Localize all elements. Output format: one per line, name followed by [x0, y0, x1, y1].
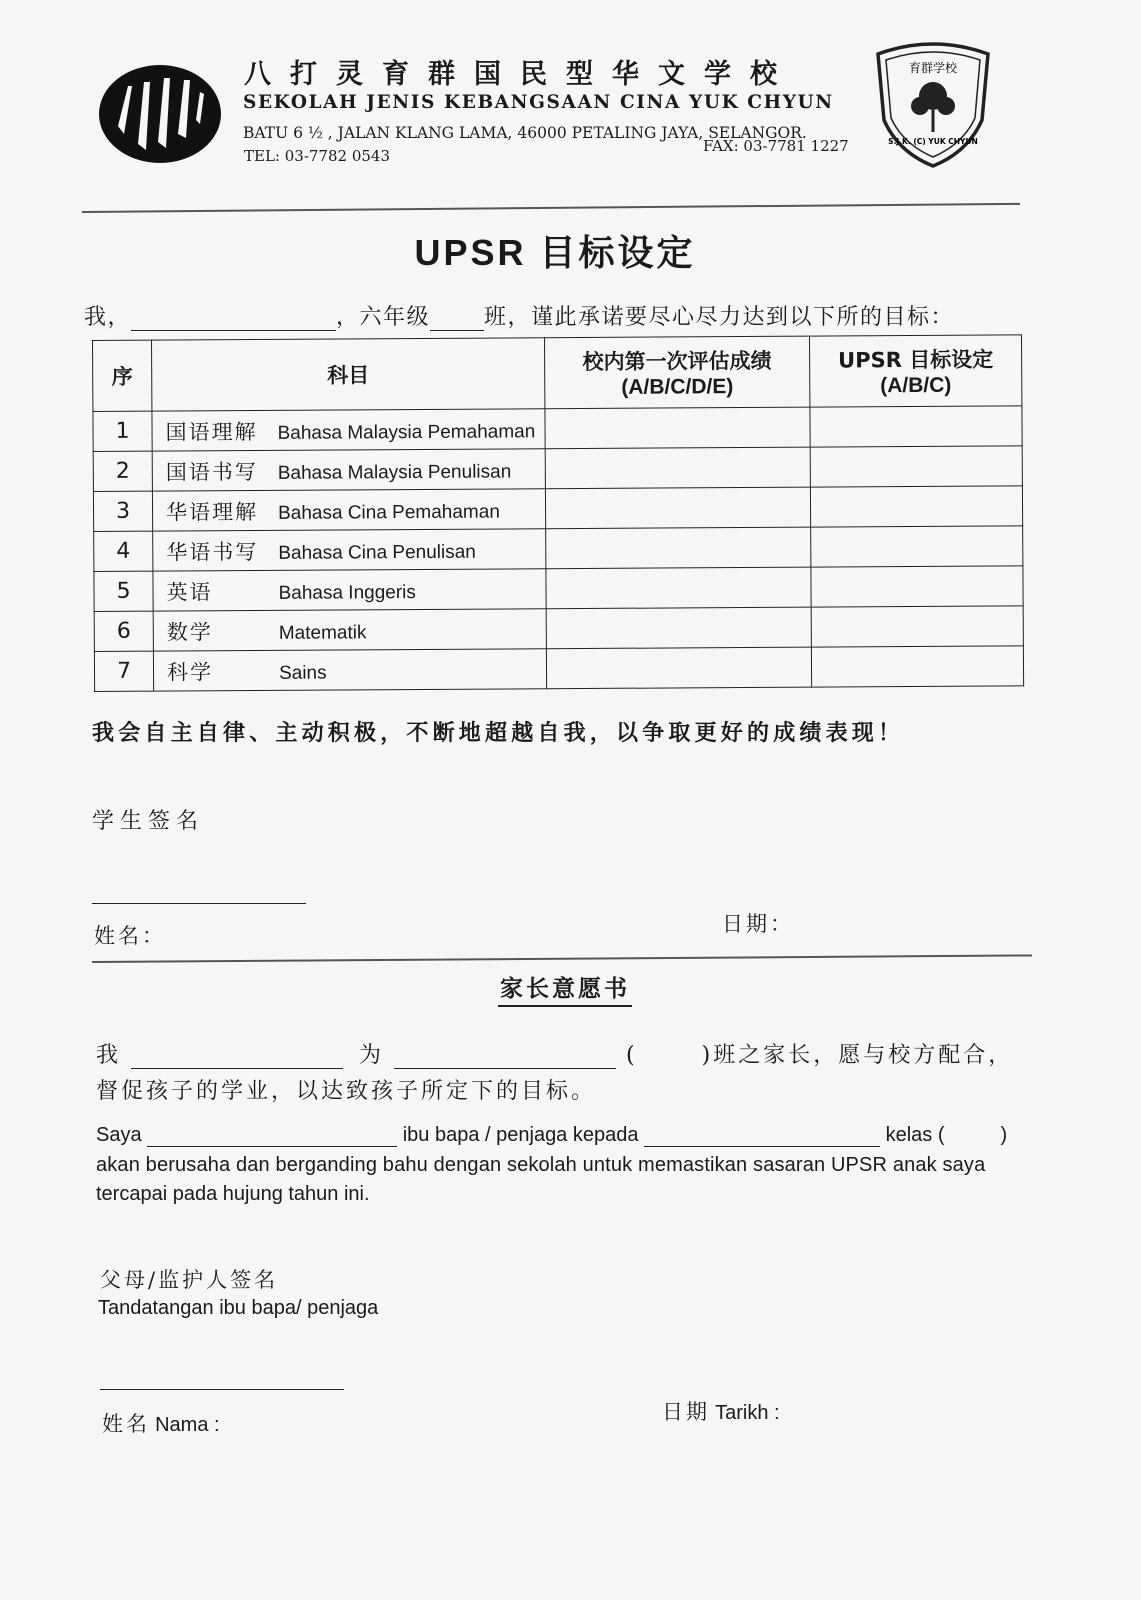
school-address: BATU 6 ½ , JALAN KLANG LAMA, 46000 PETALING JAYA, SELANGOR.	[243, 124, 807, 142]
row-subject	[152, 409, 545, 451]
class-blank[interactable]	[430, 308, 484, 331]
parent-signature-line[interactable]	[100, 1389, 344, 1390]
header-evaluation-line1: 校内第一次评估成绩	[582, 348, 772, 375]
row-subject	[153, 529, 546, 571]
target-grade-cell[interactable]	[811, 566, 1023, 607]
subject-chinese: 华语理解	[165, 499, 259, 525]
school-logo	[98, 64, 222, 164]
student-signature-line[interactable]	[92, 903, 306, 904]
pledge-middle: ，六年级	[336, 305, 431, 330]
parent-cn-line2: 督促孩子的学业，以达致孩子所定下的目标。	[96, 1079, 597, 1104]
crest-text-bottom: S.J.K. (C) YUK CHYUN	[888, 137, 978, 146]
student-name-blank[interactable]	[131, 308, 336, 331]
parent-cn-line1-end: )班之家长，愿与校方配合，	[701, 1043, 1014, 1068]
grades-table	[92, 334, 1024, 692]
table-row	[93, 486, 1022, 532]
row-subject	[152, 489, 545, 531]
student-date-label: 日期：	[722, 912, 794, 936]
school-telephone: TEL: 03-7782 0543	[244, 147, 391, 165]
row-number: 3	[93, 491, 152, 531]
parent-name-blank[interactable]	[131, 1046, 343, 1069]
evaluation-grade-cell[interactable]	[545, 447, 810, 489]
subject-chinese: 科学	[166, 659, 214, 685]
header-evaluation-line2: (A/B/C/D/E)	[621, 375, 734, 399]
row-subject	[153, 649, 546, 691]
parent-cn-for: 为	[359, 1043, 385, 1068]
header-no: 序	[93, 340, 152, 411]
evaluation-grade-cell[interactable]	[545, 487, 810, 529]
parent-name-label-ms: Nama :	[155, 1414, 220, 1436]
parent-date-label	[662, 1396, 780, 1426]
parent-title-text: 家长意愿书	[498, 975, 632, 1007]
row-number: 5	[94, 571, 153, 611]
target-grade-cell[interactable]	[810, 486, 1022, 527]
parent-ms-kelas: kelas (	[885, 1124, 945, 1146]
parent-ms-line3: tercapai pada hujung tahun ini.	[96, 1183, 370, 1205]
parent-ms-name-blank[interactable]	[147, 1124, 397, 1147]
subject-chinese: 数学	[166, 619, 213, 645]
section-divider	[92, 954, 1032, 963]
target-grade-cell[interactable]	[811, 606, 1023, 647]
subject-chinese: 英语	[166, 579, 213, 605]
parent-name-label	[102, 1408, 220, 1438]
parent-ms-line2: akan berusaha dan berganding bahu dengan sekolah untuk memastikan sasaran UPSR anak saya	[96, 1154, 986, 1176]
row-number: 1	[93, 411, 152, 451]
table-row	[94, 566, 1023, 612]
row-number: 6	[94, 611, 153, 651]
header-target-line1: UPSR 目标设定	[838, 347, 994, 373]
subject-malay: Bahasa Cina Pemahaman	[277, 501, 500, 524]
school-name-chinese: 八打灵育群国民型华文学校	[244, 59, 796, 90]
parent-date-label-ms: Tarikh :	[715, 1402, 780, 1424]
subject-chinese: 华语书写	[166, 539, 259, 565]
row-subject	[153, 609, 546, 651]
table-row	[94, 606, 1023, 652]
subject-malay: Bahasa Inggeris	[278, 581, 416, 604]
table-row	[94, 646, 1023, 692]
subject-malay: Sains	[278, 662, 327, 684]
parent-ms-saya: Saya	[96, 1124, 142, 1146]
target-grade-cell[interactable]	[810, 406, 1022, 447]
subject-chinese: 国语书写	[165, 459, 258, 485]
row-subject	[152, 449, 545, 491]
table-row	[93, 406, 1022, 452]
target-grade-cell[interactable]	[811, 526, 1023, 567]
row-number: 4	[94, 531, 153, 571]
parent-name-label-cn: 姓名	[102, 1412, 150, 1436]
header-divider	[82, 203, 1020, 213]
parent-ms-child-blank[interactable]	[644, 1124, 880, 1147]
header-target-line2: (A/B/C)	[880, 373, 952, 398]
table-row	[93, 446, 1022, 492]
school-name-english: SEKOLAH JENIS KEBANGSAAN CINA YUK CHYUN	[243, 92, 834, 113]
page-title: UPSR 目标设定	[414, 232, 696, 273]
header-evaluation	[544, 336, 809, 409]
target-grade-cell[interactable]	[810, 446, 1022, 487]
parent-cn-open-paren: (	[626, 1043, 638, 1068]
subject-malay: Bahasa Cina Penulisan	[278, 541, 476, 564]
student-signature-label: 学生签名	[92, 809, 205, 834]
pledge-suffix: 班，谨此承诺要尽心尽力达到以下所的目标：	[484, 305, 955, 330]
parent-ms-ibubapa: ibu bapa / penjaga kepada	[402, 1124, 639, 1146]
evaluation-grade-cell[interactable]	[546, 647, 811, 689]
motto: 我会自主自律、主动积极，不断地超越自我，以争取更好的成绩表现！	[92, 720, 905, 746]
parent-signature-label-ms: Tandatangan ibu bapa/ penjaga	[98, 1297, 379, 1319]
row-number: 7	[94, 651, 153, 691]
row-number: 2	[93, 451, 152, 491]
evaluation-grade-cell[interactable]	[546, 567, 811, 609]
school-crest	[868, 36, 998, 168]
child-name-blank[interactable]	[394, 1046, 616, 1069]
parent-cn-line1	[96, 1038, 1013, 1069]
row-subject	[153, 569, 546, 611]
header-target	[809, 335, 1021, 407]
parent-cn-i: 我	[96, 1043, 122, 1068]
subject-malay: Matematik	[278, 621, 367, 644]
school-fax: FAX: 03-7781 1227	[703, 137, 849, 155]
parent-ms-line1	[96, 1124, 1007, 1147]
crest-text-top: 育群学校	[908, 61, 958, 75]
parent-ms-close-paren: )	[1000, 1124, 1008, 1146]
evaluation-grade-cell[interactable]	[545, 407, 810, 449]
parent-date-label-cn: 日期	[662, 1400, 710, 1424]
table-header-row	[93, 335, 1022, 412]
parent-section-title	[0, 970, 1130, 1003]
table-row	[94, 526, 1023, 572]
subject-malay: Bahasa Malaysia Pemahaman	[277, 420, 536, 444]
subject-chinese: 国语理解	[165, 419, 258, 445]
pledge-line	[84, 300, 954, 331]
target-grade-cell[interactable]	[811, 646, 1023, 687]
subject-malay: Bahasa Malaysia Penulisan	[277, 460, 512, 484]
evaluation-grade-cell[interactable]	[546, 607, 811, 649]
pledge-prefix: 我，	[84, 305, 132, 330]
student-name-label: 姓名：	[94, 924, 166, 948]
evaluation-grade-cell[interactable]	[546, 527, 811, 569]
header-subject: 科目	[152, 338, 545, 411]
parent-signature-label-cn: 父母/监护人签名	[100, 1268, 279, 1292]
